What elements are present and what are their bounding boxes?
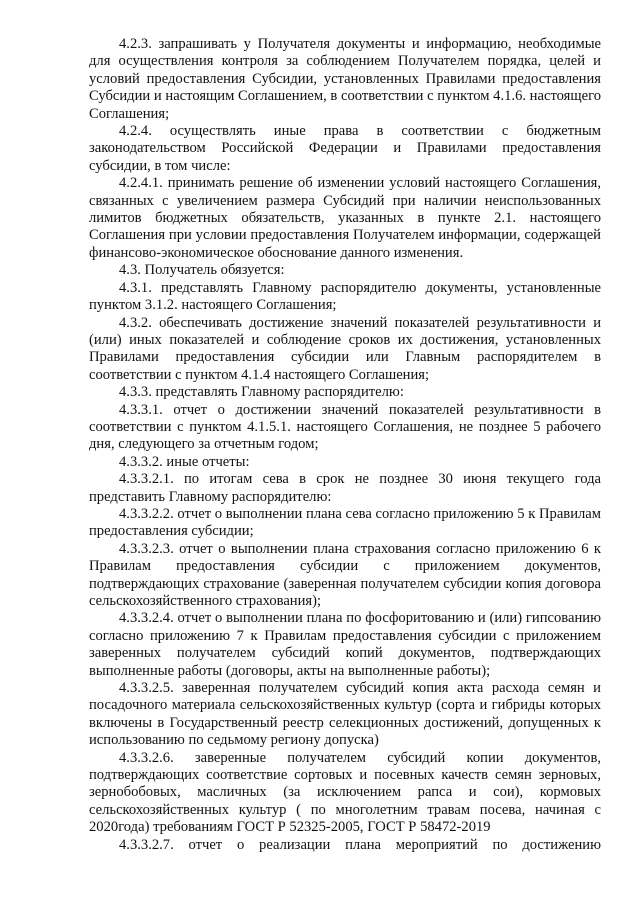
paragraph-4-3-3-2-7: 4.3.3.2.7. отчет о реализации плана мероприятий по достижению: [119, 836, 601, 853]
paragraph-4-3: 4.3. Получатель обязуется:: [119, 262, 285, 279]
paragraph-4-3-3: 4.3.3. представлять Главному распорядителю:: [119, 384, 404, 401]
paragraph-4-3-2: 4.3.2. обеспечивать достижение значений показателей результативности и (или) иных показателей и соблюдение сроков их достижения, установленных Правилами предоставления субсидии или Главным распорядителем в соответствии с пунктом 4.1.4 настоящего Соглашения;: [89, 314, 601, 383]
paragraph-4-3-3-2-5: 4.3.3.2.5. заверенная получателем субсидий копия акта расхода семян и посадочного материала сельскохозяйственных культур (сорта и гибриды которых включены в Государственный реестр селекционных достижений, допущенных к использованию по седьмому региону допуска): [89, 680, 601, 749]
paragraph-4-2-4: 4.2.4. осуществлять иные права в соответствии с бюджетным законодательством Российской Федерации и Правилами предоставления субсидии, в том числе:: [89, 123, 601, 174]
paragraph-4-3-3-2-6: 4.3.3.2.6. заверенные получателем субсидий копии документов, подтверждающих соответствие сортовых и посевных качеств семян зерновых, зернобобовых, масличных (за исключением рапса и сои), кормовых сельскохозяйственных культур ( по многолетним травам посева, начиная с 2020года) требованиям ГОСТ Р 52325-2005, ГОСТ Р 58472-2019: [89, 749, 601, 836]
paragraph-4-3-3-1: 4.3.3.1. отчет о достижении значений показателей результативности в соответствии с пунктом 4.1.5.1. настоящего Соглашения, не позднее 5 рабочего дня, следующего за отчетным годом;: [89, 401, 601, 453]
paragraph-4-3-3-2: 4.3.3.2. иные отчеты:: [119, 453, 250, 470]
paragraph-4-2-3: 4.2.3. запрашивать у Получателя документы и информацию, необходимые для осуществления контроля за соблюдением Получателем порядка, целей и условий предоставления Субсидии, установленных Правилами предоставления Субсидии и настоящим Соглашением, в соответствии с пунктом 4.1.6. настоящего Соглашения;: [89, 36, 601, 122]
paragraph-4-2-4-1: 4.2.4.1. принимать решение об изменении условий настоящего Соглашения, связанных с увеличением размера Субсидий при наличии неиспользованных лимитов бюджетных обязательств, указанных в пункте 2.1. настоящего Соглашения при условии предоставления Получателем информации, содержащей финансово-экономическое обоснование данного изменения.: [89, 175, 601, 261]
paragraph-4-3-1: 4.3.1. представлять Главному распорядителю документы, установленные пунктом 3.1.2. настоящего Соглашения;: [89, 279, 601, 314]
paragraph-4-3-3-2-3: 4.3.3.2.3. отчет о выполнении плана страхования согласно приложению 6 к Правилам предоставления субсидии с приложением документов, подтверждающих страхование (заверенная получателем субсидии копия договора сельскохозяйственного страхования);: [89, 540, 601, 609]
paragraph-4-3-3-2-4: 4.3.3.2.4. отчет о выполнении плана по фосфоритованию и (или) гипсованию согласно приложению 7 к Правилам предоставления субсидии с приложением заверенных получателем субсидий копий документов, подтверждающих выполненные работы (договоры, акты на выполненные работы);: [89, 610, 601, 679]
paragraph-4-3-3-2-2: 4.3.3.2.2. отчет о выполнении плана сева согласно приложению 5 к Правилам предоставления субсидии;: [89, 505, 601, 540]
document-body: [89, 36, 601, 854]
paragraph-4-3-3-2-1: 4.3.3.2.1. по итогам сева в срок не позднее 30 июня текущего года представить Главному распорядителю:: [89, 471, 601, 505]
